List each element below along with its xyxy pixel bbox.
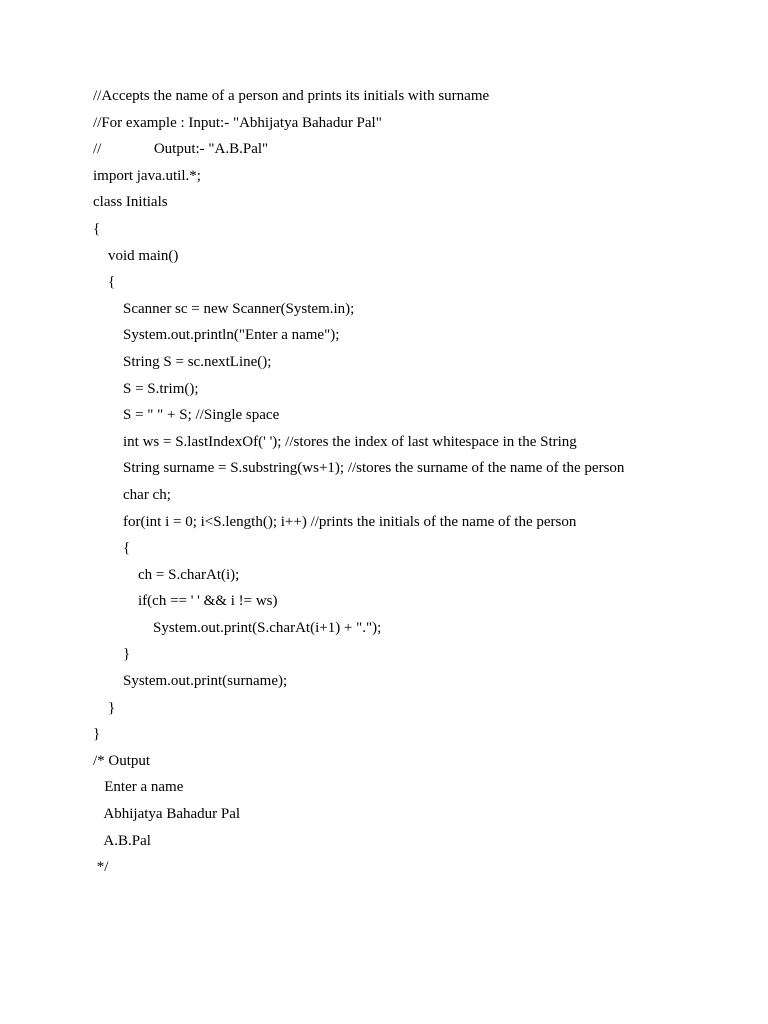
code-line: void main() bbox=[93, 247, 179, 264]
code-line: System.out.print(surname); bbox=[93, 673, 288, 690]
code-line: } bbox=[93, 726, 101, 743]
code-line: S = S.trim(); bbox=[93, 380, 199, 397]
code-line: if(ch == ' ' && i != ws) bbox=[93, 593, 278, 610]
code-line: String surname = S.substring(ws+1); //stores the surname of the name of the person bbox=[93, 460, 625, 477]
code-line: S = " " + S; //Single space bbox=[93, 407, 280, 424]
code-listing bbox=[93, 86, 733, 884]
code-line: { bbox=[93, 220, 101, 237]
code-line: char ch; bbox=[93, 486, 171, 503]
code-line: A.B.Pal bbox=[93, 832, 151, 849]
code-line: { bbox=[93, 540, 131, 557]
code-line: Scanner sc = new Scanner(System.in); bbox=[93, 300, 355, 317]
code-line: import java.util.*; bbox=[93, 167, 201, 184]
code-line: String S = sc.nextLine(); bbox=[93, 353, 272, 370]
code-line: /* Output bbox=[93, 752, 151, 769]
code-line: } bbox=[93, 699, 116, 716]
code-line: Abhijatya Bahadur Pal bbox=[93, 806, 241, 823]
code-line: int ws = S.lastIndexOf(' '); //stores the index of last whitespace in the String bbox=[93, 433, 577, 450]
code-line: System.out.print(S.charAt(i+1) + "."); bbox=[93, 619, 382, 636]
code-line: */ bbox=[93, 859, 109, 876]
code-line: System.out.println("Enter a name"); bbox=[93, 327, 340, 344]
code-line: for(int i = 0; i<S.length(); i++) //prints the initials of the name of the person bbox=[93, 513, 577, 530]
code-line: //Accepts the name of a person and prints its initials with surname bbox=[93, 88, 490, 104]
code-line: ch = S.charAt(i); bbox=[93, 566, 240, 583]
code-line: //For example : Input:- "Abhijatya Bahadur Pal" bbox=[93, 114, 382, 131]
code-line: } bbox=[93, 646, 131, 663]
code-line: Enter a name bbox=[93, 779, 184, 796]
code-line: { bbox=[93, 274, 116, 291]
code-line: // Output:- "A.B.Pal" bbox=[93, 141, 269, 158]
code-line: class Initials bbox=[93, 194, 168, 211]
